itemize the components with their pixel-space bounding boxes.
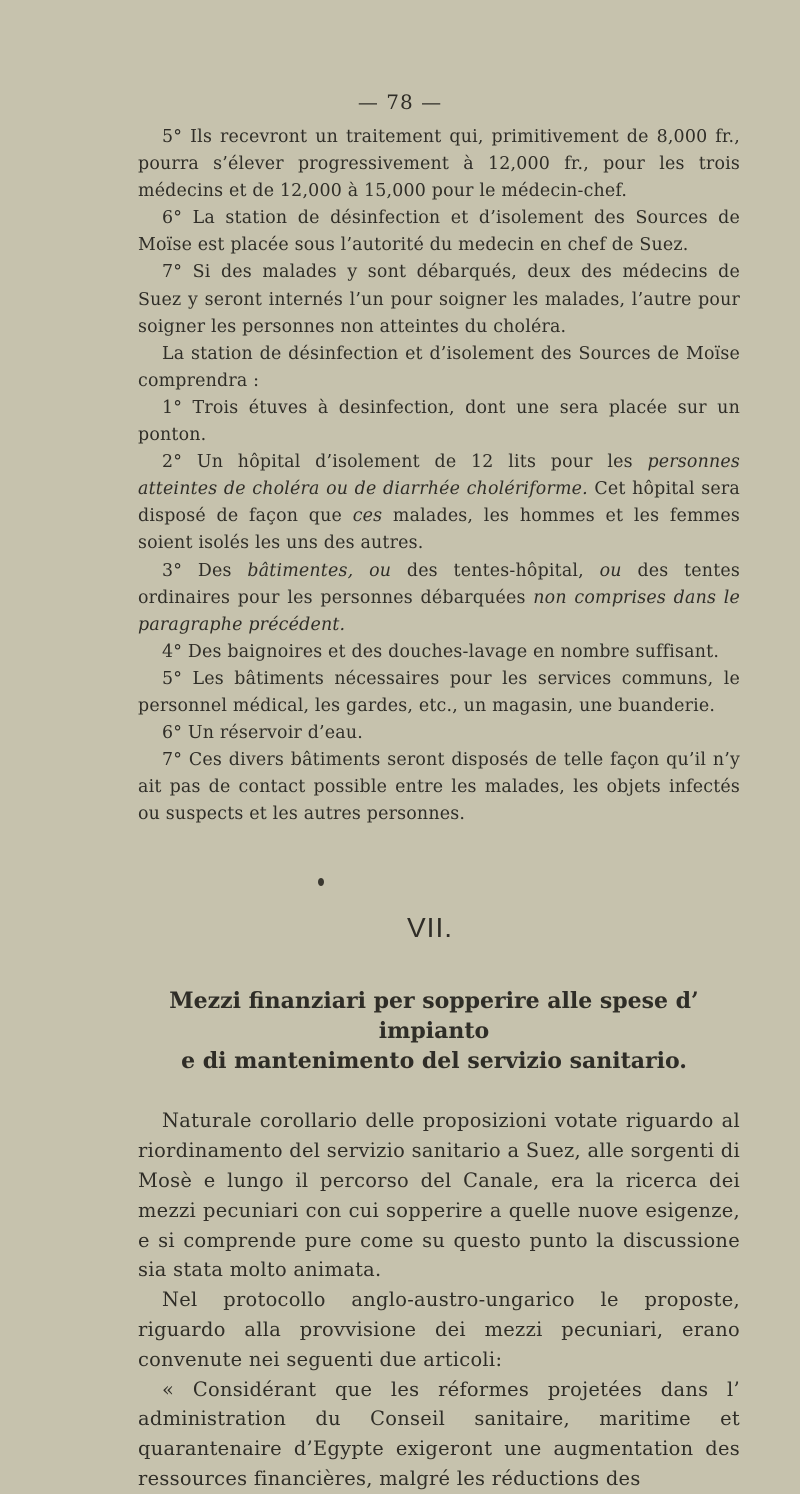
- paragraph-contact: 7° Ces divers bâtiments seront disposés de telle façon qu’il n’y ait pas de contact possible entre les malades, les objets infectés ou suspects et les autres personnes.: [138, 750, 740, 825]
- paragraph-station-comprendra: La station de désinfection et d’isolement des Sources de Moïse comprendra :: [138, 343, 740, 391]
- paragraph-batiments: [138, 558, 740, 639]
- hopital-text-d: ces: [352, 506, 383, 527]
- hopital-text-c: Cet hôpital sera disposé de façon que: [138, 479, 740, 527]
- paragraph-protocollo: Nel protocollo anglo-austro-ungarico le proposte, riguardo alla provvisione dei mezzi pecuniari, erano convenute nei seguenti due articoli:: [138, 1288, 740, 1371]
- batiments-text-f: non comprises dans le paragraphe précédent.: [138, 587, 741, 635]
- batiments-text-d: ou: [599, 560, 622, 581]
- paragraph-traitement: 5° Ils recevront un traitement qui, primitivement de 8,000 fr., pourra s’élever progressivement à 12,000 fr., pour les trois médecins et de 12,000 à 15,000 pour le médecin-chef.: [138, 127, 740, 202]
- batiments-text-b: bâtimentes, ou: [247, 560, 392, 581]
- paragraph-etuves: 1° Trois étuves à desinfection, dont une sera placée sur un ponton.: [138, 397, 740, 446]
- batiments-text-e: des tentes ordinaires pour les personnes débarquées: [138, 560, 740, 608]
- paragraph-internes: 7° Si des malades y sont débarqués, deux des médecins de Suez y seront internés l’un pour soigner les malades, l’autre pour soigner les personnes non atteintes du choléra.: [138, 262, 740, 337]
- page-number: — 78 —: [357, 90, 443, 114]
- paragraph-reservoir: 6° Un réservoir d’eau.: [162, 723, 363, 744]
- hopital-text-a: 2° Un hôpital d’isolement de 12 lits pour les: [162, 452, 648, 473]
- paragraph-autorite: 6° La station de désinfection et d’isolement des Sources de Moïse est placée sous l’autorité du medecin en chef de Suez.: [138, 208, 740, 256]
- section-number: VII.: [406, 912, 453, 944]
- paragraph-hopital: [138, 449, 740, 557]
- batiments-text-a: 3° Des: [162, 560, 248, 581]
- paragraph-services-communs: 5° Les bâtiments nécessaires pour les services communs, le personnel médical, les gardes, etc., un magasin, une buanderie.: [138, 668, 740, 716]
- italian-text-block: [138, 1106, 740, 1493]
- section-title-line-1: Mezzi finanziari per sopperire alle spese d’ impianto: [169, 988, 699, 1045]
- section-title: [138, 986, 740, 1076]
- ink-dot-mark: [318, 878, 324, 886]
- paragraph-considerant: « Considérant que les réformes projetées dans l’ administration du Conseil sanitaire, maritime et quarantenaire d’Egypte exigeront une augmentation des ressources financières, malgré les réductions des: [138, 1377, 740, 1490]
- french-text-block: [138, 124, 740, 828]
- paragraph-baignoires: 4° Des baignoires et des douches-lavage en nombre suffisant.: [162, 641, 720, 662]
- section-title-line-2: e di mantenimento del servizio sanitario.: [181, 1048, 687, 1075]
- hopital-text-b: personnes atteintes de choléra ou de diarrhée cholériforme.: [138, 452, 740, 500]
- batiments-text-c: des tentes-hôpital,: [391, 560, 600, 581]
- hopital-text-e: malades, les hommes et les femmes soient isolés les uns des autres.: [138, 506, 741, 554]
- paragraph-corollario: Naturale corollario delle proposizioni votate riguardo al riordinamento del servizio sanitario a Suez, alle sorgenti di Mosè e lungo il percorso del Canale, era la ricerca dei mezzi pecuniari con cui sopperire a quelle nuove esigenze, e si comprende pure come su questo punto la discussione sia stata molto animata.: [138, 1109, 740, 1282]
